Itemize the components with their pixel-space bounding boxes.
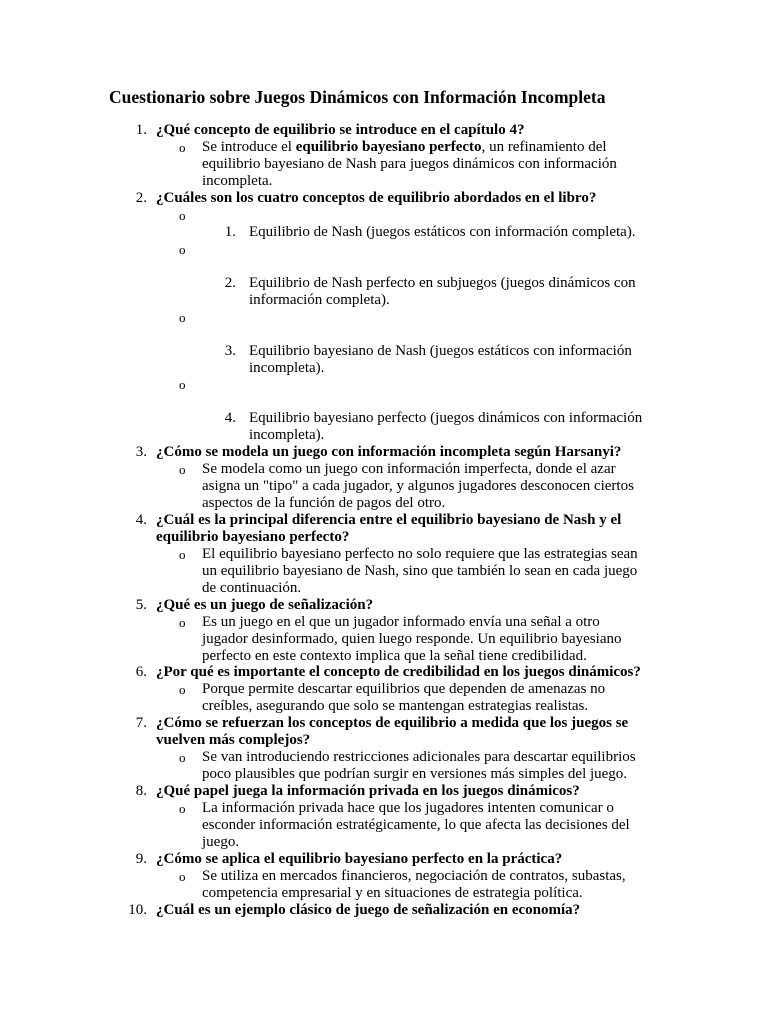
sub-item-text: incompleta). (249, 427, 325, 443)
bullet-marker: o (179, 377, 186, 392)
sub-item-text: incompleta). (249, 360, 325, 376)
answer-text: Porque permite descartar equilibrios que dependen de amenazas no (202, 681, 606, 697)
answer-text: Se utiliza en mercados financieros, negociación de contratos, subastas, (202, 868, 626, 884)
sub-item-number: 2. (224, 275, 236, 291)
answer-text: de continuación. (202, 580, 302, 596)
answer-text-part: Se introduce el (202, 139, 296, 155)
question-number: 10. (128, 902, 147, 918)
answer-text: incompleta. (202, 173, 273, 189)
bullet-marker: o (179, 801, 186, 816)
sub-item-number: 1. (224, 224, 236, 240)
question-text: ¿Qué es un juego de señalización? (156, 597, 374, 613)
question-text: equilibrio bayesiano perfecto? (156, 529, 350, 545)
question-text: vuelven más complejos? (156, 732, 311, 748)
answer-text (202, 139, 607, 156)
question-text: ¿Qué papel juega la información privada en los juegos dinámicos? (156, 783, 580, 799)
bullet-marker: o (179, 682, 186, 697)
sub-item-number: 3. (224, 343, 236, 359)
sub-item-text: Equilibrio de Nash perfecto en subjuegos (juegos dinámicos con (249, 275, 636, 291)
answer-text-part: , un refinamiento del (481, 139, 607, 155)
question-number: 5. (135, 597, 147, 613)
answer-text: Es un juego en el que un jugador informado envía una señal a otro (202, 614, 600, 630)
question-number: 9. (135, 851, 147, 867)
bullet-marker: o (179, 750, 186, 765)
question-text: ¿Cuáles son los cuatro conceptos de equilibrio abordados en el libro? (156, 190, 597, 206)
bullet-marker: o (179, 615, 186, 630)
question-text: ¿Cuál es un ejemplo clásico de juego de señalización en economía? (156, 902, 581, 918)
answer-text: poco plausibles que podrían surgir en versiones más simples del juego. (202, 766, 628, 782)
question-text: ¿Cómo se refuerzan los conceptos de equilibrio a medida que los juegos se (156, 715, 629, 731)
bullet-marker: o (179, 208, 186, 223)
answer-text: esconder información estratégicamente, lo que afecta las decisiones del (202, 817, 630, 833)
answer-text: perfecto en este contexto implica que la señal tiene credibilidad. (202, 648, 587, 664)
answer-emphasis: equilibrio bayesiano perfecto (295, 139, 482, 155)
question-number: 1. (135, 122, 147, 138)
question-number: 8. (135, 783, 147, 799)
sub-item-text: información completa). (249, 292, 390, 308)
answer-text: competencia empresarial y en situaciones de estrategia política. (202, 885, 583, 901)
answer-text: El equilibrio bayesiano perfecto no solo requiere que las estrategias sean (202, 546, 638, 562)
answer-text: un equilibrio bayesiano de Nash, sino que también lo sean en cada juego (202, 563, 638, 579)
document-title: Cuestionario sobre Juegos Dinámicos con Información Incompleta (109, 87, 606, 107)
answer-text: juego. (202, 834, 240, 850)
question-text: ¿Cómo se aplica el equilibrio bayesiano perfecto en la práctica? (156, 851, 563, 867)
answer-text: Se modela como un juego con información imperfecta, donde el azar (202, 461, 616, 477)
question-number: 6. (135, 664, 147, 680)
answer-text: La información privada hace que los jugadores intenten comunicar o (202, 800, 614, 816)
question-text: ¿Cuál es la principal diferencia entre el equilibrio bayesiano de Nash y el (156, 512, 622, 528)
bullet-marker: o (179, 547, 186, 562)
sub-item-text: Equilibrio bayesiano de Nash (juegos estáticos con información (249, 343, 632, 359)
sub-item-text: Equilibrio bayesiano perfecto (juegos dinámicos con información (249, 410, 643, 426)
bullet-marker: o (179, 310, 186, 325)
sub-item-number: 4. (224, 410, 236, 426)
bullet-marker: o (179, 140, 186, 155)
answer-text: Se van introduciendo restricciones adicionales para descartar equilibrios (202, 749, 636, 765)
question-number: 7. (135, 715, 147, 731)
question-text: ¿Por qué es importante el concepto de credibilidad en los juegos dinámicos? (156, 664, 641, 680)
answer-text: asigna un "tipo" a cada jugador, y algunos jugadores desconocen ciertos (202, 478, 634, 494)
bullet-marker: o (179, 242, 186, 257)
sub-item-text: Equilibrio de Nash (juegos estáticos con información completa). (249, 224, 636, 240)
answer-text: jugador desinformado, quien luego responde. Un equilibrio bayesiano (202, 631, 622, 647)
answer-text: aspectos de la función de pagos del otro. (202, 495, 446, 511)
bullet-marker: o (179, 869, 186, 884)
question-text: ¿Cómo se modela un juego con información incompleta según Harsanyi? (156, 444, 622, 460)
question-number: 3. (135, 444, 147, 460)
question-text: ¿Qué concepto de equilibrio se introduce en el capítulo 4? (156, 122, 525, 138)
bullet-marker: o (179, 462, 186, 477)
answer-text: creíbles, asegurando que solo se mantengan estrategias realistas. (202, 698, 589, 714)
question-number: 4. (135, 512, 147, 528)
question-number: 2. (135, 190, 147, 206)
answer-text: equilibrio bayesiano de Nash para juegos dinámicos con información (202, 156, 617, 172)
